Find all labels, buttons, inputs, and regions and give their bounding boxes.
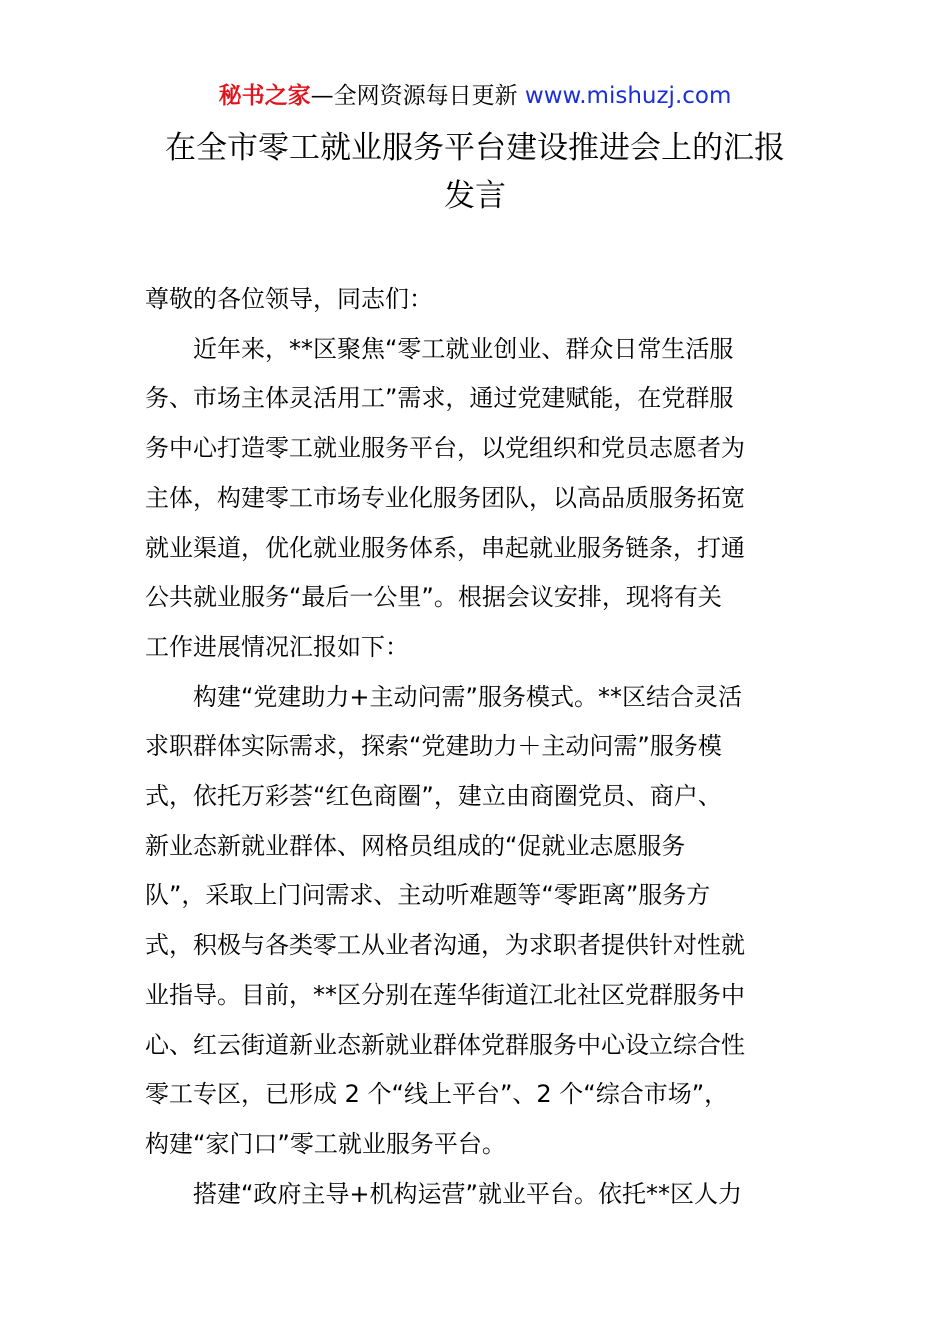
paragraph-line: 工作进展情况汇报如下： [145, 632, 409, 661]
title-line-1: 在全市零工就业服务平台建设推进会上的汇报 [165, 130, 785, 166]
paragraph-line: 求职群体实际需求，探索“党建助力＋主动问需”服务模 [145, 732, 722, 761]
paragraph-line: 就业渠道，优化就业服务体系，串起就业服务链条，打通 [145, 533, 745, 562]
paragraph-line: 构建“党建助力+主动问需”服务模式。**区结合灵活 [193, 682, 742, 711]
paragraph-line: 心、红云街道新业态新就业群体党群服务中心设立综合性 [145, 1030, 745, 1059]
paragraph-line: 式，积极与各类零工从业者沟通，为求职者提供针对性就 [145, 931, 745, 960]
banner-tagline: —全网资源每日更新 [310, 83, 525, 109]
paragraph-platform [145, 1170, 805, 1220]
paragraph-line: 主体，构建零工市场专业化服务团队，以高品质服务拓宽 [145, 483, 745, 512]
title-line-2: 发言 [444, 178, 506, 214]
paragraph-line: 式，依托万彩荟“红色商圈”，建立由商圈党员、商户、 [145, 782, 722, 811]
paragraph-line: 新业态新就业群体、网格员组成的“促就业志愿服务 [145, 831, 686, 860]
paragraph-line: 务、市场主体灵活用工”需求，通过党建赋能，在党群服 [145, 384, 734, 413]
paragraph-line: 公共就业服务“最后一公里”。根据会议安排，现将有关 [145, 583, 722, 612]
paragraph-line: 队”，采取上门问需求、主动听难题等“零距离”服务方 [145, 881, 711, 910]
paragraph-line: 务中心打造零工就业服务平台，以党组织和党员志愿者为 [145, 434, 745, 463]
site-banner [0, 80, 950, 112]
paragraph-line: 零工专区，已形成 2 个“线上平台”、2 个“综合市场”， [145, 1080, 729, 1109]
salutation-line: 尊敬的各位领导，同志们： [145, 285, 433, 313]
paragraph-service-model [145, 673, 805, 1170]
document-body [145, 275, 805, 1219]
site-url-link[interactable]: www.mishuzj.com [524, 83, 732, 109]
paragraph-line: 近年来，**区聚焦“零工就业创业、群众日常生活服 [193, 334, 734, 363]
salutation [145, 275, 805, 325]
paragraph-intro [145, 325, 805, 673]
paragraph-line: 搭建“政府主导+机构运营”就业平台。依托**区人力 [193, 1179, 742, 1208]
document-title [120, 124, 830, 220]
paragraph-line: 构建“家门口”零工就业服务平台。 [145, 1129, 506, 1158]
brand-name: 秘书之家 [218, 83, 311, 109]
paragraph-line: 业指导。目前，**区分别在莲华街道江北社区党群服务中 [145, 980, 745, 1009]
